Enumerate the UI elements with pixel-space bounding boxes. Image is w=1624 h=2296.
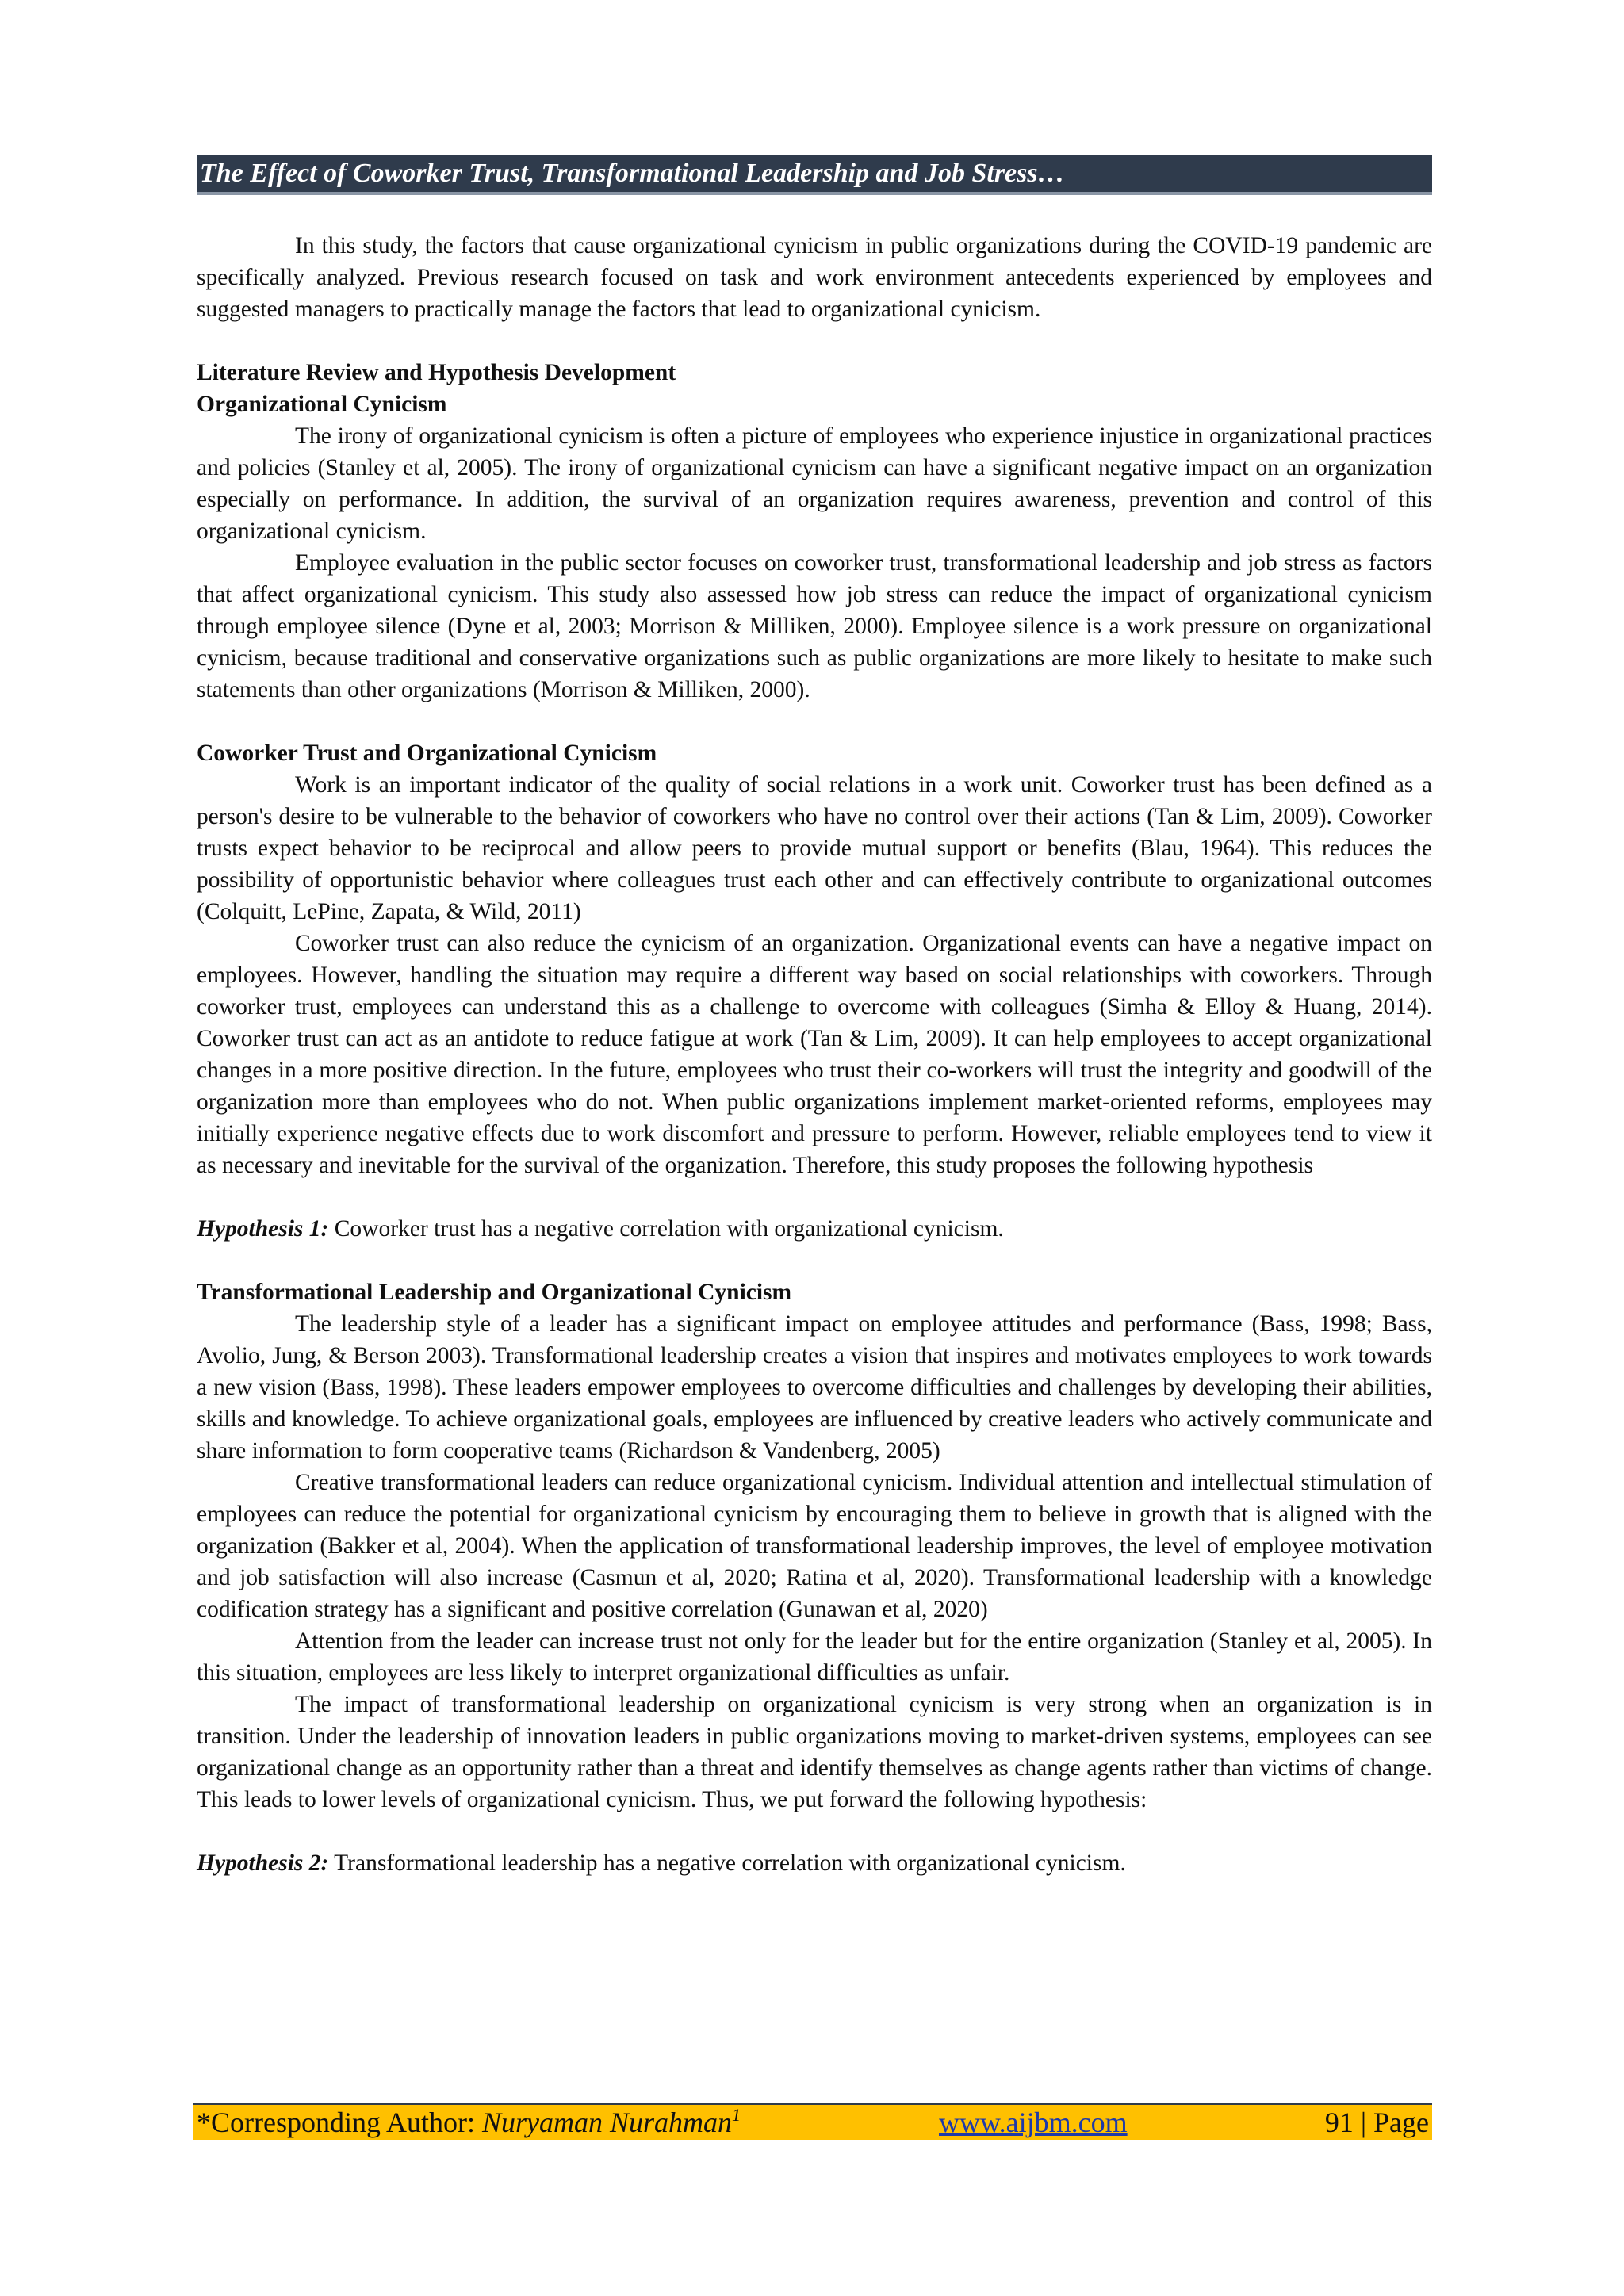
section-heading: Literature Review and Hypothesis Development	[197, 360, 676, 385]
corresponding-author	[197, 2105, 741, 2140]
paragraph: Work is an important indicator of the quality of social relations in a work unit. Coworker trust has been defined as a person's desire to be vulnerable to the behavior of coworkers who have no control over their actions (Tan & Lim, 2009). Coworker trusts expect behavior to be reciprocal and allow peers to provide mutual support or benefits (Blau, 1964). This reduces the possibility of opportunistic behavior where colleagues trust each other and can effectively contribute to organizational outcomes (Colquitt, LePine, Zapata, & Wild, 2011)	[197, 772, 1432, 924]
hypothesis-label: Hypothesis 1:	[197, 1216, 329, 1242]
journal-website-link[interactable]: www.aijbm.com	[939, 2107, 1128, 2138]
paragraph: The impact of transformational leadership on organizational cynicism is very strong when an organization is in transition. Under the leadership of innovation leaders in public organizations moving to market-driven systems, employees can see organizational change as an opportunity rather than a threat and identify themselves as change agents rather than victims of change. This leads to lower levels of organizational cynicism. Thus, we put forward the following hypothesis:	[197, 1692, 1432, 1812]
article-body	[197, 230, 1432, 1879]
hypothesis-text: Transformational leadership has a negative correlation with organizational cynicism.	[328, 1850, 1126, 1876]
paragraph: Employee evaluation in the public sector focuses on coworker trust, transformational leadership and job stress as factors that affect organizational cynicism. This study also assessed how job stress can reduce the impact of organizational cynicism through employee silence (Dyne et al, 2003; Morrison & Milliken, 2000). Employee silence is a work pressure on organizational cynicism, because traditional and conservative organizations such as public organizations are more likely to hesitate to make such statements than other organizations (Morrison & Milliken, 2000).	[197, 550, 1432, 702]
paragraph: Coworker trust can also reduce the cynicism of an organization. Organizational events can have a negative impact on employees. However, handling the situation may require a different way based on social relationships with coworkers. Through coworker trust, employees can understand this as a challenge to overcome with colleagues (Simha & Elloy & Huang, 2014). Coworker trust can act as an antidote to reduce fatigue at work (Tan & Lim, 2009). It can help employees to accept organizational changes in a more positive direction. In the future, employees who trust their co-workers will trust the integrity and goodwill of the organization more than employees who do not. When public organizations implement market-oriented reforms, employees may initially experience negative effects due to work discomfort and pressure to perform. However, reliable employees tend to view it as necessary and inevitable for the survival of the organization. Therefore, this study proposes the following hypothesis	[197, 931, 1432, 1178]
subsection-heading: Transformational Leadership and Organizational Cynicism	[197, 1280, 792, 1305]
subsection-heading: Coworker Trust and Organizational Cynicism	[197, 740, 657, 766]
paragraph: The leadership style of a leader has a significant impact on employee attitudes and performance (Bass, 1998; Bass, Avolio, Jung, & Berson 2003). Transformational leadership creates a vision that inspires and motivates employees to work towards a new vision (Bass, 1998). These leaders empower employees to overcome difficulties and challenges by developing their abilities, skills and knowledge. To achieve organizational goals, employees are influenced by creative leaders who actively communicate and share information to form cooperative teams (Richardson & Vandenberg, 2005)	[197, 1311, 1432, 1464]
author-name: Nuryaman Nurahman	[481, 2107, 733, 2138]
hypothesis-text: Coworker trust has a negative correlation with organizational cynicism.	[328, 1216, 1004, 1242]
paragraph: The irony of organizational cynicism is often a picture of employees who experience injustice in organizational practices and policies (Stanley et al, 2005). The irony of organizational cynicism can have a significant negative impact on an organization especially on performance. In addition, the survival of an organization requires awareness, prevention and control of this organizational cynicism.	[197, 423, 1432, 544]
running-header: The Effect of Coworker Trust, Transformational Leadership and Job Stress…	[197, 155, 1432, 195]
hypothesis-2	[197, 1847, 1432, 1879]
paragraph: Creative transformational leaders can reduce organizational cynicism. Individual attention and intellectual stimulation of employees can reduce the potential for organizational cynicism by encouraging them to believe in growth that is aligned with the organization (Bakker et al, 2004). When the application of transformational leadership improves, the level of employee motivation and job satisfaction will also increase (Casmun et al, 2020; Ratina et al, 2020). Transformational leadership with a knowledge codification strategy has a significant and positive correlation (Gunawan et al, 2020)	[197, 1470, 1432, 1622]
author-prefix: *Corresponding Author:	[197, 2107, 482, 2138]
author-superscript: 1	[732, 2105, 741, 2125]
page-footer	[193, 2103, 1432, 2140]
hypothesis-1	[197, 1213, 1432, 1245]
paragraph: In this study, the factors that cause organizational cynicism in public organizations during the COVID-19 pandemic are specifically analyzed. Previous research focused on task and work environment antecedents experienced by employees and suggested managers to practically manage the factors that lead to organizational cynicism.	[197, 233, 1432, 322]
hypothesis-label: Hypothesis 2:	[197, 1850, 329, 1876]
page-number: 91 | Page	[1324, 2107, 1429, 2138]
page	[197, 155, 1432, 1879]
paragraph: Attention from the leader can increase trust not only for the leader but for the entire organization (Stanley et al, 2005). In this situation, employees are less likely to interpret organizational difficulties as unfair.	[197, 1628, 1432, 1686]
subsection-heading: Organizational Cynicism	[197, 392, 447, 417]
